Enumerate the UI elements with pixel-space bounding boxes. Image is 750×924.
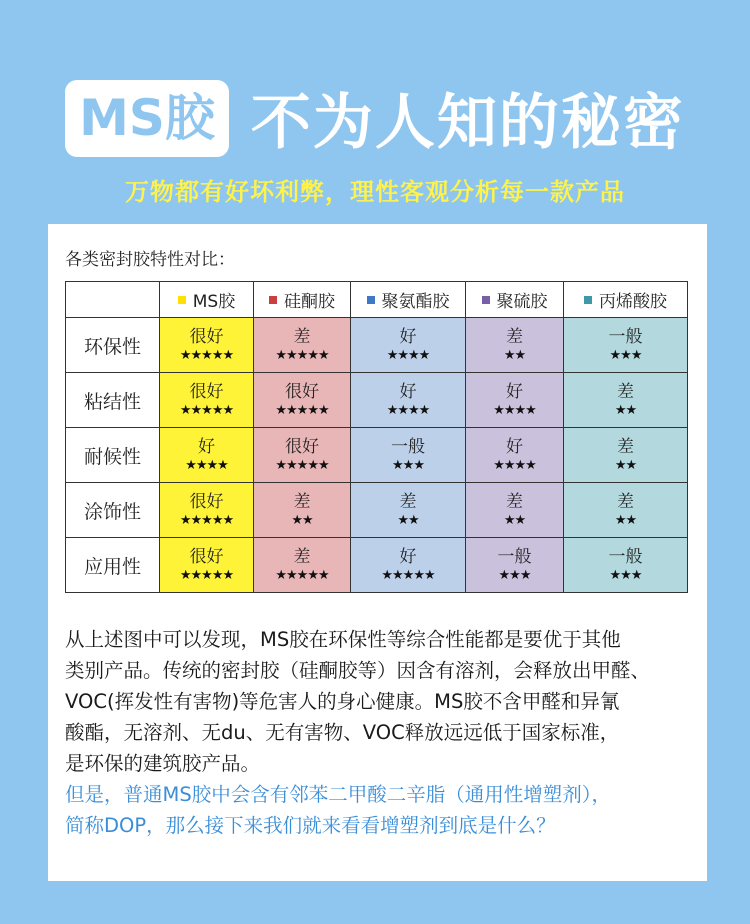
rating-cell — [564, 538, 688, 593]
rating-cell — [466, 428, 564, 483]
rating-cell — [564, 373, 688, 428]
rating-cell — [351, 483, 466, 538]
table-row — [66, 483, 688, 538]
rating-cell — [466, 538, 564, 593]
legend-swatch — [178, 296, 186, 304]
rating-stars: ★★ — [503, 513, 526, 528]
paragraph-line: 是环保的建筑胶产品。 — [65, 752, 261, 775]
rating-grade: 差 — [506, 327, 523, 347]
rating-grade: 一般 — [497, 547, 532, 567]
rating-stars: ★★ — [503, 348, 526, 363]
rating-stars: ★★ — [291, 513, 313, 528]
column-header: MS胶 — [160, 282, 254, 318]
row-header: 环保性 — [66, 318, 160, 373]
rating-cell — [254, 483, 351, 538]
rating-grade: 很好 — [189, 382, 224, 402]
paragraph-line: VOC(挥发性有害物)等危害人的身心健康。MS胶不含甲醛和异氰 — [65, 690, 620, 713]
rating-cell — [254, 538, 351, 593]
rating-stars: ★★★ — [498, 568, 531, 583]
ms-badge: MS胶 — [65, 80, 229, 157]
table-row — [66, 318, 688, 373]
highlight-line: 简称DOP，那么接下来我们就来看看增塑剂到底是什么？ — [65, 814, 556, 837]
row-header: 涂饰性 — [66, 483, 160, 538]
page-subtitle: 万物都有好坏利弊，理性客观分析每一款产品 — [125, 178, 625, 206]
rating-stars: ★★ — [397, 513, 419, 528]
table-row — [66, 428, 688, 483]
rating-grade: 很好 — [285, 437, 319, 457]
rating-stars: ★★★★★ — [179, 568, 234, 583]
rating-cell — [466, 373, 564, 428]
rating-grade: 很好 — [285, 382, 319, 402]
rating-cell — [351, 318, 466, 373]
corner-cell — [66, 282, 160, 318]
highlight-line: 但是，普通MS胶中会含有邻苯二甲酸二辛脂（通用性增塑剂）， — [65, 783, 611, 806]
rating-grade: 差 — [293, 327, 311, 347]
rating-cell — [564, 318, 688, 373]
rating-cell — [254, 373, 351, 428]
legend-swatch — [367, 296, 375, 304]
column-header: 聚硫胶 — [466, 282, 564, 318]
column-header: 聚氨酯胶 — [351, 282, 466, 318]
rating-grade: 差 — [617, 382, 634, 402]
row-header: 耐候性 — [66, 428, 160, 483]
rating-cell — [564, 483, 688, 538]
rating-grade: 好 — [506, 437, 523, 457]
content-card — [48, 224, 707, 881]
rating-stars: ★★★★★ — [275, 458, 329, 473]
legend-swatch — [482, 296, 490, 304]
rating-grade: 一般 — [391, 437, 425, 457]
rating-cell — [351, 373, 466, 428]
comparison-table — [65, 281, 688, 593]
rating-grade: 很好 — [189, 327, 224, 347]
rating-cell — [254, 318, 351, 373]
rating-stars: ★★ — [614, 458, 637, 473]
rating-stars: ★★★★ — [493, 403, 536, 418]
description-text — [65, 624, 690, 841]
rating-cell — [351, 538, 466, 593]
rating-stars: ★★ — [614, 513, 637, 528]
rating-stars: ★★★★★ — [275, 568, 329, 583]
rating-stars: ★★★★★ — [179, 513, 234, 528]
rating-stars: ★★★★★ — [275, 348, 329, 363]
legend-swatch — [269, 296, 277, 304]
paragraph-line: 从上述图中可以发现，MS胶在环保性等综合性能都是要优于其他 — [65, 628, 621, 651]
rating-stars: ★★★★ — [386, 348, 430, 363]
rating-grade: 好 — [506, 382, 523, 402]
rating-stars: ★★★★★ — [179, 403, 234, 418]
rating-stars: ★★★ — [609, 348, 642, 363]
rating-grade: 好 — [399, 327, 417, 347]
rating-grade: 好 — [198, 437, 215, 457]
rating-cell — [160, 538, 254, 593]
row-header: 粘结性 — [66, 373, 160, 428]
rating-grade: 差 — [399, 492, 417, 512]
rating-stars: ★★★★★ — [275, 403, 329, 418]
header-title — [0, 78, 750, 158]
rating-grade: 差 — [617, 437, 634, 457]
column-header: 丙烯酸胶 — [564, 282, 688, 318]
page-title: 不为人知的秘密 — [250, 88, 685, 158]
row-header: 应用性 — [66, 538, 160, 593]
rating-cell — [160, 373, 254, 428]
rating-grade: 一般 — [608, 327, 643, 347]
rating-stars: ★★★ — [392, 458, 424, 473]
rating-grade: 差 — [506, 492, 523, 512]
rating-cell — [351, 428, 466, 483]
table-caption: 各类密封胶特性对比： — [65, 250, 235, 270]
rating-stars: ★★★★ — [386, 403, 430, 418]
rating-cell — [160, 483, 254, 538]
rating-grade: 很好 — [189, 492, 224, 512]
rating-stars: ★★★★★ — [381, 568, 435, 583]
rating-grade: 差 — [617, 492, 634, 512]
rating-stars: ★★ — [614, 403, 637, 418]
rating-cell — [466, 318, 564, 373]
paragraph-line: 酸酯，无溶剂、无du、无有害物、VOC释放远远低于国家标准， — [65, 721, 620, 744]
rating-grade: 好 — [399, 547, 417, 567]
rating-grade: 差 — [293, 492, 311, 512]
rating-grade: 一般 — [608, 547, 643, 567]
paragraph-line: 类别产品。传统的密封胶（硅酮胶等）因含有溶剂，会释放出甲醛、 — [65, 659, 651, 682]
table-row — [66, 373, 688, 428]
rating-grade: 好 — [399, 382, 417, 402]
rating-cell — [564, 428, 688, 483]
rating-grade: 差 — [293, 547, 311, 567]
rating-stars: ★★★★★ — [179, 348, 234, 363]
rating-stars: ★★★ — [609, 568, 642, 583]
rating-cell — [160, 318, 254, 373]
legend-swatch — [584, 296, 592, 304]
rating-cell — [160, 428, 254, 483]
table-header-row — [66, 282, 688, 318]
rating-stars: ★★★★ — [185, 458, 228, 473]
rating-cell — [466, 483, 564, 538]
rating-cell — [254, 428, 351, 483]
table-row — [66, 538, 688, 593]
rating-grade: 很好 — [189, 547, 224, 567]
column-header: 硅酮胶 — [254, 282, 351, 318]
rating-stars: ★★★★ — [493, 458, 536, 473]
